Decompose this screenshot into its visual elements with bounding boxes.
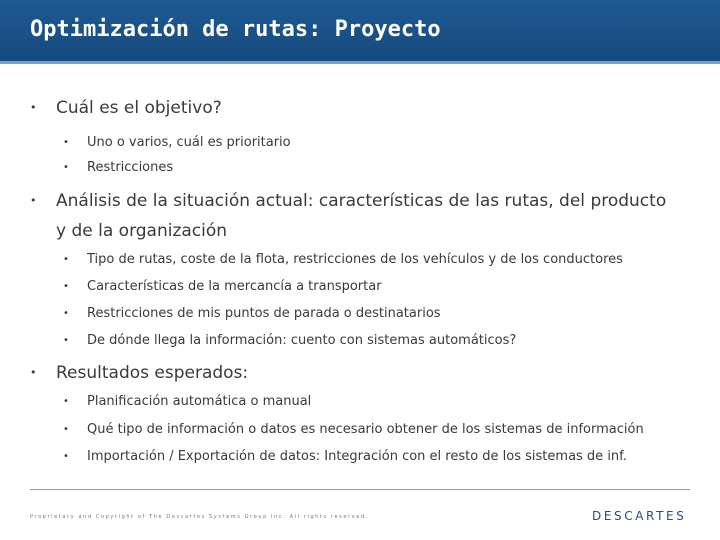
bullet-icon: • xyxy=(63,281,69,292)
bullet-icon: • xyxy=(63,424,69,435)
sub-bullet-text: Qué tipo de información o datos es necesario obtener de los sistemas de información xyxy=(87,422,644,437)
sub-bullet-text: Características de la mercancía a transportar xyxy=(87,279,382,294)
sub-bullet-text: Tipo de rutas, coste de la flota, restricciones de los vehículos y de los conductores xyxy=(87,252,623,267)
bullet-icon: • xyxy=(30,366,37,379)
bullet-icon: • xyxy=(30,194,37,207)
sub-bullet-text: De dónde llega la información: cuento con sistemas automáticos? xyxy=(87,333,517,348)
sub-bullet-text: Restricciones de mis puntos de parada o destinatarios xyxy=(87,306,441,321)
bullet-icon: • xyxy=(63,308,69,319)
bullet-text: Resultados esperados: xyxy=(56,363,249,383)
sub-bullet-text: Uno o varios, cuál es prioritario xyxy=(87,135,291,150)
sub-bullet-text: Restricciones xyxy=(87,160,174,175)
slide-title: Optimización de rutas: Proyecto xyxy=(30,17,441,42)
bullet-icon: • xyxy=(30,101,37,114)
bullet-icon: • xyxy=(63,162,69,173)
sub-bullet-text: Importación / Exportación de datos: Integración con el resto de los sistemas de inf. xyxy=(87,449,627,464)
bullet-icon: • xyxy=(63,335,69,346)
bullet-text: Análisis de la situación actual: características de las rutas, del producto y de la organización xyxy=(56,191,667,241)
bullet-icon: • xyxy=(63,396,69,407)
bullet-text: Cuál es el objetivo? xyxy=(56,98,222,118)
bullet-icon: • xyxy=(63,137,69,148)
footer-divider xyxy=(30,489,690,490)
sub-bullet-text: Planificación automática o manual xyxy=(87,394,312,409)
bullet-icon: • xyxy=(63,254,69,265)
descartes-logo: DESCARTES xyxy=(592,509,687,523)
bullet-icon: • xyxy=(63,451,69,462)
copyright-text: Proprietary and Copyright of The Descartes Systems Group Inc. All rights reserved. xyxy=(30,514,369,520)
